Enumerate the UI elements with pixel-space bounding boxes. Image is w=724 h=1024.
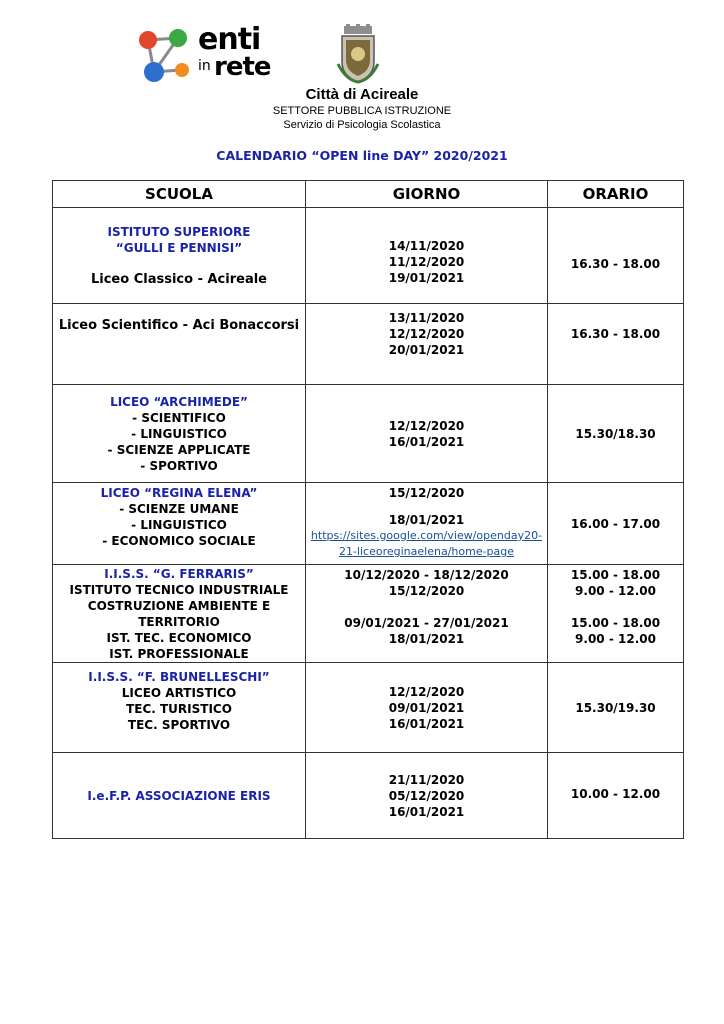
school-title: LICEO “REGINA ELENA” [100, 486, 258, 500]
date: 18/01/2021 [388, 513, 465, 527]
time: 15.00 - 18.00 [570, 568, 661, 582]
school-title: LICEO “ARCHIMEDE” [110, 394, 248, 409]
date: 15/12/2020 [388, 486, 465, 500]
school-line: IST. PROFESSIONALE [109, 646, 249, 661]
date: 16/01/2021 [388, 716, 465, 731]
header-scuola: SCUOLA [53, 181, 306, 208]
date: 16/01/2021 [388, 434, 465, 449]
time-cell [548, 304, 684, 385]
date: 05/12/2020 [388, 788, 465, 803]
date: 14/11/2020 [388, 238, 465, 253]
sector-name: SETTORE PUBBLICA ISTRUZIONE [272, 105, 452, 117]
open-day-table [52, 180, 684, 839]
table-row [53, 565, 684, 663]
time-cell [548, 483, 684, 565]
date: 15/12/2020 [388, 584, 465, 598]
time: 9.00 - 12.00 [575, 632, 656, 646]
dates-cell [306, 565, 548, 663]
school-line: - SCIENTIFICO [132, 410, 226, 425]
service-name: Servizio di Psicologia Scolastica [283, 119, 441, 131]
table-row [53, 753, 684, 839]
school-line: - LINGUISTICO [131, 518, 227, 532]
date: 13/11/2020 [388, 311, 465, 325]
date: 12/12/2020 [388, 684, 465, 699]
time-cell [548, 753, 684, 839]
logo-text-in: in [198, 58, 211, 74]
school-line: LICEO ARTISTICO [121, 686, 237, 700]
school-branch: Liceo Scientifico - Aci Bonaccorsi [58, 318, 300, 333]
date: 10/12/2020 - 18/12/2020 [344, 568, 509, 582]
school-line: - LINGUISTICO [131, 426, 227, 441]
dates-cell [306, 304, 548, 385]
date: 19/01/2021 [388, 270, 465, 285]
date: 11/12/2020 [388, 254, 465, 269]
time: 15.30/19.30 [575, 700, 656, 715]
table-header-row [53, 181, 684, 208]
school-cell [53, 208, 306, 304]
city-crest-icon [336, 24, 380, 84]
school-cell [53, 565, 306, 663]
school-branch: Liceo Classico - Acireale [90, 271, 267, 287]
school-cell [53, 385, 306, 483]
school-line: TERRITORIO [138, 614, 220, 629]
school-title: I.I.S.S. “F. BRUNELLESCHI” [88, 670, 270, 684]
dates-cell [306, 208, 548, 304]
header-giorno: GIORNO [306, 181, 548, 208]
open-day-link[interactable]: 21-liceoreginaelena/home-page [338, 545, 515, 558]
date: 09/01/2021 - 27/01/2021 [344, 616, 509, 630]
logo-text-rete: rete [214, 52, 271, 82]
school-title: ISTITUTO SUPERIORE [107, 224, 251, 239]
school-title: I.e.F.P. ASSOCIAZIONE ERIS [87, 788, 271, 803]
school-line: - ECONOMICO SOCIALE [102, 534, 256, 548]
school-line: - SCIENZE UMANE [119, 502, 239, 516]
date: 09/01/2021 [388, 700, 465, 715]
school-line: COSTRUZIONE AMBIENTE E [87, 598, 271, 613]
city-name: Città di Acireale [305, 86, 419, 103]
date: 12/12/2020 [388, 327, 465, 341]
school-cell [53, 753, 306, 839]
school-line: IST. TEC. ECONOMICO [106, 630, 252, 645]
logo-text-enti: enti [198, 22, 261, 57]
table-row [53, 208, 684, 304]
school-title: “GULLI E PENNISI” [115, 240, 243, 255]
enti-in-rete-logo [136, 22, 286, 86]
time-cell [548, 565, 684, 663]
header-orario: ORARIO [548, 181, 684, 208]
date: 21/11/2020 [388, 772, 465, 787]
school-line: - SPORTIVO [140, 458, 218, 473]
molecule-icon [136, 26, 198, 86]
dates-cell [306, 385, 548, 483]
time-cell [548, 663, 684, 753]
school-cell [53, 663, 306, 753]
time: 15.00 - 18.00 [570, 616, 661, 630]
date: 18/01/2021 [388, 632, 465, 646]
table-row [53, 483, 684, 565]
school-line: TEC. SPORTIVO [127, 718, 231, 732]
school-line: TEC. TURISTICO [126, 702, 232, 716]
time: 16.30 - 18.00 [570, 327, 661, 341]
table-row [53, 304, 684, 385]
school-title: I.I.S.S. “G. FERRARIS” [104, 566, 254, 581]
school-line: - SCIENZE APPLICATE [107, 442, 251, 457]
date: 20/01/2021 [388, 343, 465, 357]
time: 10.00 - 12.00 [570, 787, 661, 801]
calendar-title: CALENDARIO “OPEN line DAY” 2020/2021 [216, 148, 508, 163]
time: 16.00 - 17.00 [570, 516, 661, 531]
time: 9.00 - 12.00 [575, 584, 656, 598]
date: 16/01/2021 [388, 804, 465, 819]
open-day-link[interactable]: https://sites.google.com/view/openday20- [310, 529, 543, 542]
time-cell [548, 208, 684, 304]
dates-cell [306, 663, 548, 753]
school-cell [53, 304, 306, 385]
time-cell [548, 385, 684, 483]
time: 16.30 - 18.00 [570, 257, 661, 271]
school-cell [53, 483, 306, 565]
date: 12/12/2020 [388, 418, 465, 433]
table-row [53, 385, 684, 483]
dates-cell [306, 753, 548, 839]
dates-cell [306, 483, 548, 565]
table-row [53, 663, 684, 753]
school-line: ISTITUTO TECNICO INDUSTRIALE [69, 582, 289, 597]
time: 15.30/18.30 [575, 426, 656, 441]
